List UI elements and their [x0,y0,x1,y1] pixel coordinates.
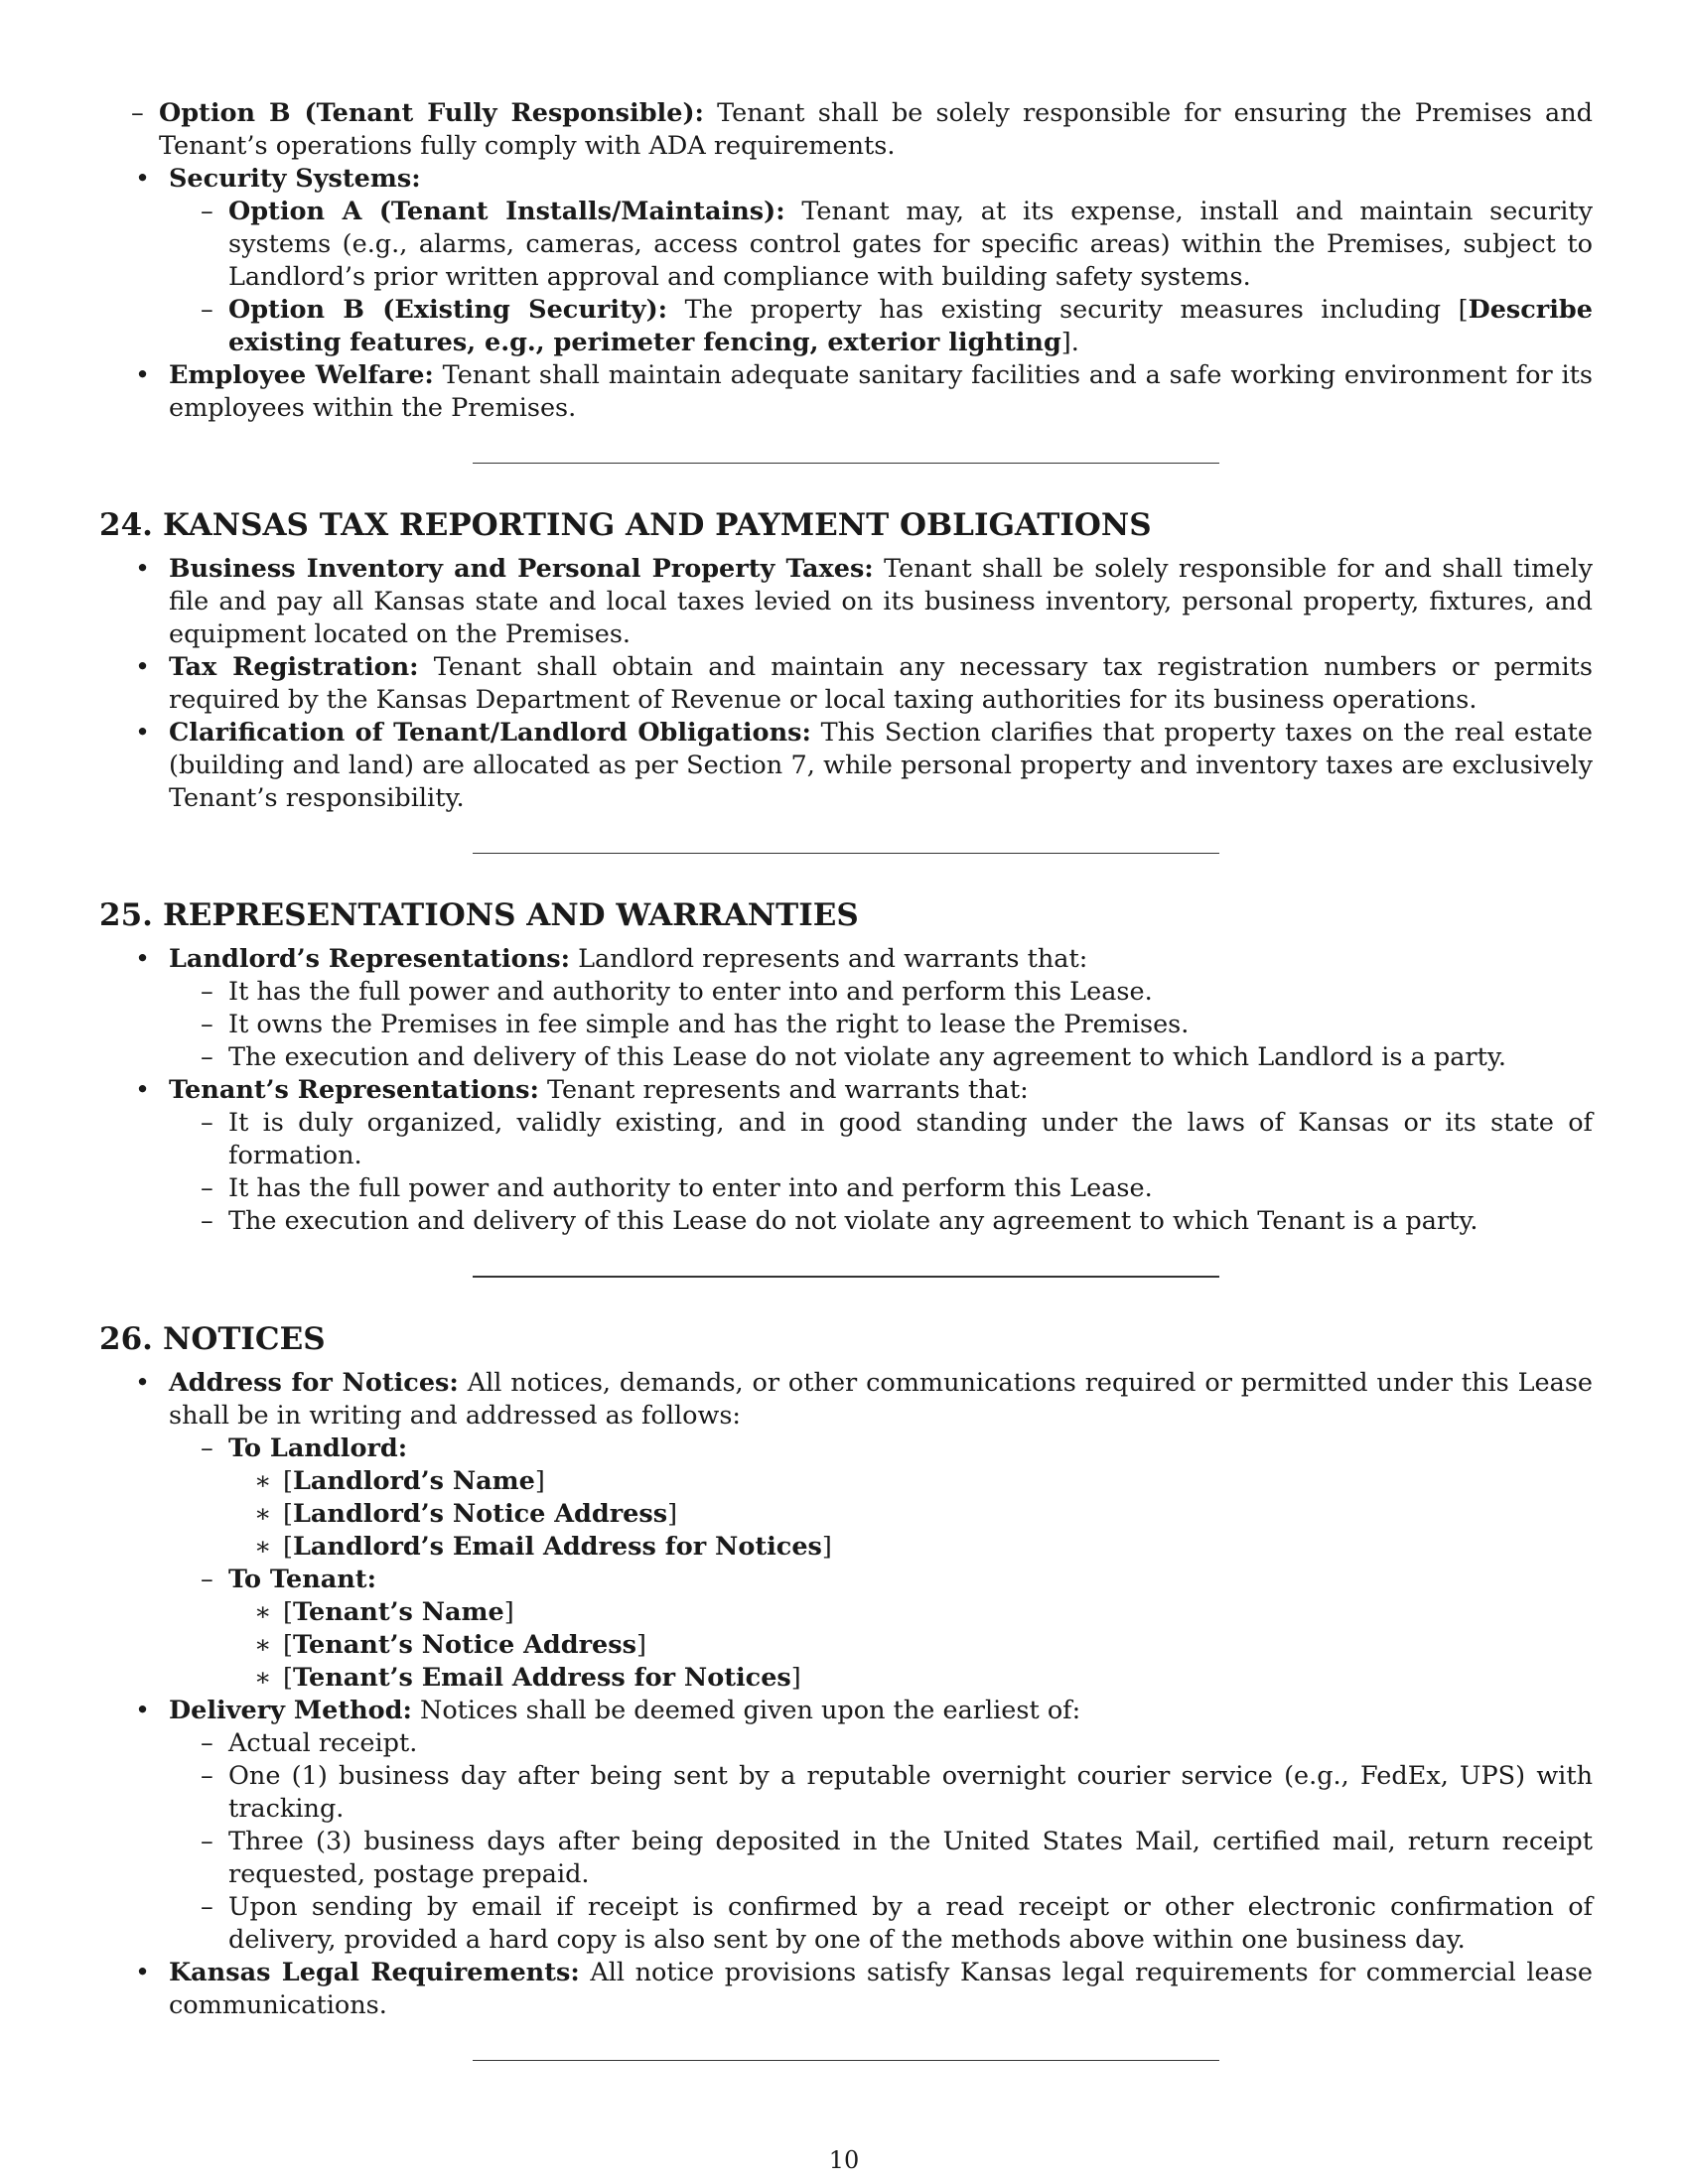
list-item: – Three (3) business days after being deposited in the United States Mail, certified mail, return receipt requested, postage prepaid. [169,1826,1593,1891]
item-text: Notices shall be deemed given upon the earliest of: [411,1696,1081,1725]
item-text: All notices, demands, or other communications required or permitted under this Lease shall be in writing and addressed as follows: [169,1368,1593,1431]
section-number: 24. [99,507,153,543]
field-name: Landlord’s Email Address for Notices [292,1532,822,1562]
item-label: Landlord’s Representations: [169,944,571,974]
landlord-representations-item [99,943,1593,1074]
list-item: – Upon sending by email if receipt is confirmed by a read receipt or other electronic confirmation of delivery, provided a hard copy is also sent by one of the methods above within one business day. [169,1891,1593,1957]
security-systems-label: Security Systems: [169,164,421,194]
security-systems-item [99,163,1593,359]
to-landlord-label: To Landlord: [228,1433,408,1463]
section-24-list [99,553,1593,815]
section-divider [473,853,1219,854]
security-options-list [169,196,1593,359]
item-text: Tenant shall obtain and maintain any necessary tax registration numbers or permits required by the Kansas Department of Revenue or local taxing authorities for its business operations. [169,652,1593,715]
list-item [99,717,1593,815]
placeholder-field: ∗ [Tenant’s Notice Address] [228,1629,1593,1662]
to-landlord-item [169,1433,1593,1564]
section-number: 26. [99,1321,153,1357]
item-label: Address for Notices: [169,1368,459,1398]
section-number: 25. [99,897,153,933]
list-item: – It has the full power and authority to enter into and perform this Lease. [169,1172,1593,1205]
field-name: Tenant’s Notice Address [292,1630,636,1660]
placeholder-field: ∗ [Tenant’s Name] [228,1596,1593,1629]
list-item: – It has the full power and authority to enter into and perform this Lease. [169,976,1593,1009]
field-name: Landlord’s Notice Address [292,1499,668,1529]
item-text: Landlord represents and warrants that: [570,944,1088,974]
item-text: Tenant shall be solely responsible for and shall timely file and pay all Kansas state and local taxes levied on its business inventory, personal property, fixtures, and equipment located on the Premises. [169,554,1593,649]
landlord-representations-list [169,976,1593,1074]
placeholder-field: ∗ [Landlord’s Email Address for Notices] [228,1531,1593,1564]
ada-options-list [99,97,1593,163]
delivery-methods-list [169,1727,1593,1957]
item-label: Business Inventory and Personal Property Taxes: [169,554,874,584]
section-25-heading [99,895,1593,935]
employee-welfare-text: Tenant shall maintain adequate sanitary facilities and a safe working environment for its employees within the Premises. [169,360,1593,423]
section-24-heading [99,505,1593,545]
field-name: Tenant’s Email Address for Notices [292,1663,791,1693]
field-name: Landlord’s Name [292,1466,535,1496]
list-item [99,553,1593,651]
tenant-representations-item [99,1074,1593,1238]
security-option-a-label: Option A (Tenant Installs/Maintains): [228,197,785,226]
tenant-representations-list [169,1107,1593,1238]
section-25-list [99,943,1593,1238]
placeholder-field: ∗ [Landlord’s Notice Address] [228,1498,1593,1531]
field-name: Tenant’s Name [292,1597,504,1627]
ada-option-b-text: Tenant shall be solely responsible for ensuring the Premises and Tenant’s operations fully comply with ADA requirements. [159,98,1593,161]
section-divider [473,1276,1219,1278]
employee-welfare-item [99,359,1593,425]
item-label: Tenant’s Representations: [169,1075,539,1105]
list-item: – One (1) business day after being sent by a reputable overnight courier service (e.g., FedEx, UPS) with tracking. [169,1760,1593,1826]
item-label: Tax Registration: [169,652,419,682]
kansas-legal-item [99,1957,1593,2022]
list-item: – The execution and delivery of this Lease do not violate any agreement to which Landlord is a party. [169,1041,1593,1074]
placeholder-field: ∗ [Landlord’s Name] [228,1465,1593,1498]
list-item: – The execution and delivery of this Lease do not violate any agreement to which Tenant is a party. [169,1205,1593,1238]
security-option-b [169,294,1593,359]
item-label: Kansas Legal Requirements: [169,1958,580,1987]
address-for-notices-item [99,1367,1593,1695]
employee-welfare-label: Employee Welfare: [169,360,434,390]
ada-option-b-label: Option B (Tenant Fully Responsible): [159,98,704,128]
item-text: This Section clarifies that property taxes on the real estate (building and land) are allocated as per Section 7, while personal property and inventory taxes are exclusively Tenant’s responsibility. [169,718,1593,813]
section-26-heading [99,1319,1593,1359]
placeholder-field: ∗ [Tenant’s Email Address for Notices] [228,1662,1593,1695]
security-option-b-text-pre: The property has existing security measures including [ [667,295,1469,325]
section-26-list [99,1367,1593,2022]
security-option-b-text-post: ]. [1060,328,1079,357]
list-item: – Actual receipt. [169,1727,1593,1760]
document-page [99,97,1593,2061]
delivery-method-item [99,1695,1593,1957]
page-number: 10 [828,2146,860,2174]
list-item: – It owns the Premises in fee simple and has the right to lease the Premises. [169,1009,1593,1041]
to-tenant-label: To Tenant: [228,1565,377,1594]
item-label: Delivery Method: [169,1696,412,1725]
item-text: All notice provisions satisfy Kansas legal requirements for commercial lease communications. [169,1958,1593,2020]
recipients-list [169,1433,1593,1695]
landlord-fields-list [228,1465,1593,1564]
tenant-fields-list [228,1596,1593,1695]
security-option-a-text: Tenant may, at its expense, install and maintain security systems (e.g., alarms, cameras, access control gates for specific areas) within the Premises, subject to Landlord’s prior written approval and compliance with building safety systems. [228,197,1594,292]
section-divider [473,463,1219,464]
ada-option-b [99,97,1593,163]
continued-list [99,97,1593,425]
item-text: Tenant represents and warrants that: [538,1075,1029,1105]
section-divider [473,2060,1219,2061]
section-title: REPRESENTATIONS AND WARRANTIES [163,897,859,933]
security-option-b-label: Option B (Existing Security): [228,295,668,325]
item-label: Clarification of Tenant/Landlord Obligations: [169,718,811,748]
security-option-b-placeholder: Describe existing features, e.g., perimeter fencing, exterior lighting [228,295,1593,357]
ada-continuation [99,97,1593,163]
list-item: – It is duly organized, validly existing, and in good standing under the laws of Kansas or its state of formation. [169,1107,1593,1172]
list-item [99,651,1593,717]
to-tenant-item [169,1564,1593,1695]
security-option-a [169,196,1593,294]
section-title: NOTICES [163,1321,326,1357]
section-title: KANSAS TAX REPORTING AND PAYMENT OBLIGATIONS [163,507,1152,543]
